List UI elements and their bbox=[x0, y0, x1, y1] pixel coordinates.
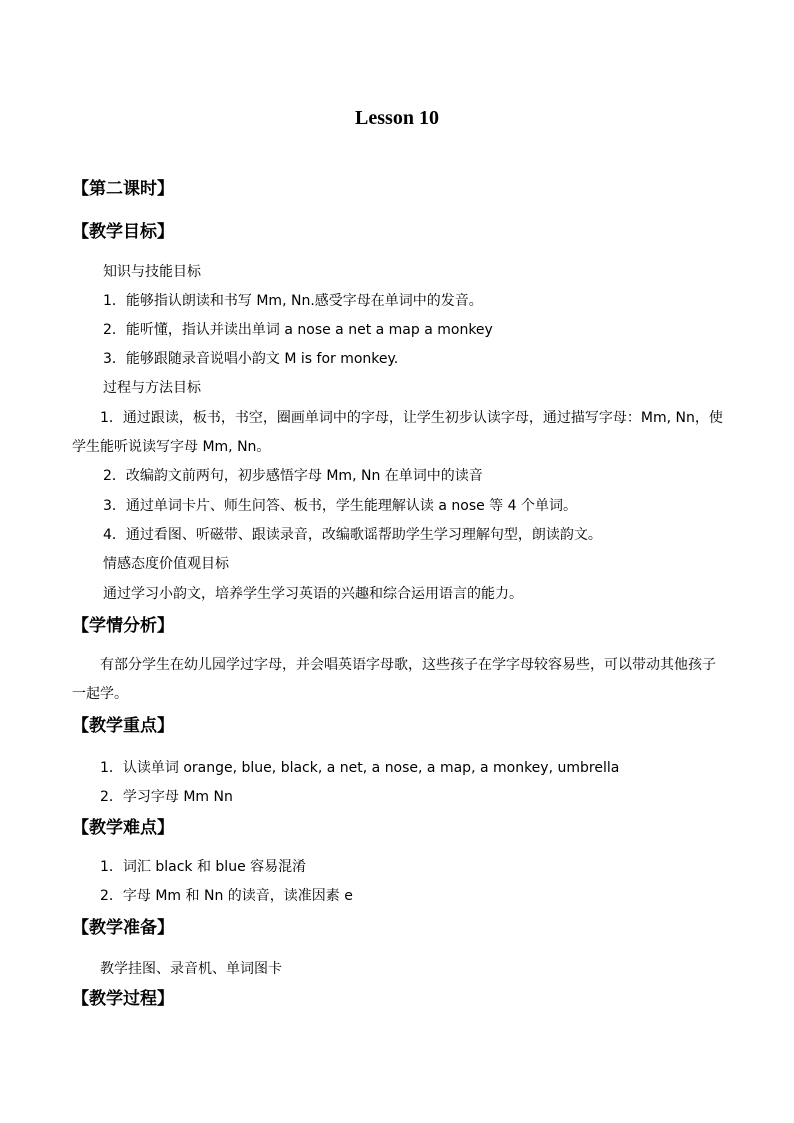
preparation-text: 教学挂图、录音机、单词图卡 bbox=[100, 961, 282, 977]
objective-knowledge-title: 知识与技能目标 bbox=[103, 264, 201, 280]
section-heading-process: 【教学过程】 bbox=[72, 989, 174, 1009]
section-heading-key-points: 【教学重点】 bbox=[72, 716, 174, 736]
key-point-2: 2．学习字母 Mm Nn bbox=[100, 789, 233, 805]
objective-process-2: 2．改编韵文前两句，初步感悟字母 Mm, Nn 在单词中的读音 bbox=[103, 468, 483, 484]
section-heading-difficulties: 【教学难点】 bbox=[72, 818, 174, 838]
objective-process-3: 3．通过单词卡片、师生问答、板书，学生能理解认读 a nose 等 4 个单词。 bbox=[103, 498, 577, 514]
page-title: Lesson 10 bbox=[355, 107, 439, 129]
difficulty-1: 1．词汇 black 和 blue 容易混淆 bbox=[100, 859, 307, 875]
objective-emotion-title: 情感态度价值观目标 bbox=[103, 556, 229, 572]
objective-knowledge-2: 2．能听懂，指认并读出单词 a nose a net a map a monkey bbox=[103, 322, 493, 338]
objective-process-title: 过程与方法目标 bbox=[103, 380, 201, 396]
objective-knowledge-3: 3．能够跟随录音说唱小韵文 M is for monkey. bbox=[103, 351, 399, 367]
key-point-1: 1．认读单词 orange, blue, black, a net, a nose, a map, a monkey, umbrella bbox=[100, 760, 620, 776]
objective-knowledge-1: 1．能够指认朗读和书写 Mm, Nn.感受字母在单词中的发音。 bbox=[103, 293, 483, 309]
section-heading-preparation: 【教学准备】 bbox=[72, 918, 174, 938]
objective-process-1: 1．通过跟读，板书，书空，圈画单词中的字母，让学生初步认读字母，通过描写字母：Mm, Nn，使学生能听说读写字母 Mm, Nn。 bbox=[72, 410, 723, 455]
section-heading-objectives: 【教学目标】 bbox=[72, 222, 174, 242]
analysis-text: 有部分学生在幼儿园学过字母，并会唱英语字母歌，这些孩子在学字母较容易些，可以带动其他孩子一起学。 bbox=[72, 657, 716, 702]
difficulty-2: 2．字母 Mm 和 Nn 的读音，读准因素 e bbox=[100, 888, 353, 904]
objective-process-4: 4．通过看图、听磁带、跟读录音，改编歌谣帮助学生学习理解句型，朗读韵文。 bbox=[103, 527, 602, 543]
objective-emotion-1: 通过学习小韵文，培养学生学习英语的兴趣和综合运用语言的能力。 bbox=[103, 586, 523, 602]
section-heading-period: 【第二课时】 bbox=[72, 179, 174, 199]
section-heading-analysis: 【学情分析】 bbox=[72, 616, 174, 636]
